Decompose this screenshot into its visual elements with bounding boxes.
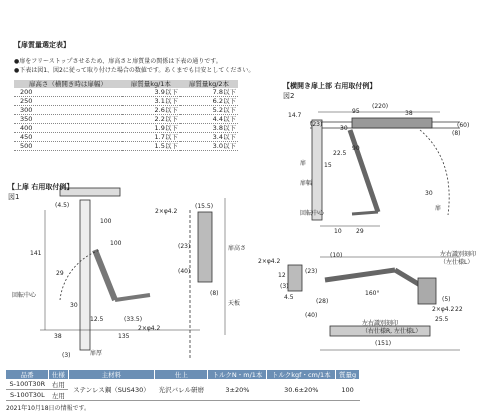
fig1-dim: (3) <box>62 352 71 359</box>
mass-one: 1.9以下 <box>122 124 180 133</box>
fig1-dim: (33.5) <box>124 316 143 323</box>
fig2-dim: (23) <box>310 121 323 128</box>
product-finish: 光沢バレル研磨 <box>155 379 208 401</box>
fig3-hinge-arm <box>395 270 420 285</box>
product-code: S-100T30L <box>6 390 49 401</box>
fig1-door <box>80 200 90 350</box>
product-table-header: 主材料 <box>68 370 155 379</box>
fig3-end-plate <box>418 278 436 304</box>
section-title: 【扉質量選定表】 <box>14 41 70 49</box>
fig2-dim: 15 <box>324 162 332 169</box>
fig1-dim: 29 <box>56 270 64 277</box>
fig1-title: 【上扉 右用取付例】 <box>8 183 74 191</box>
fig2-dim: 38 <box>405 110 413 117</box>
fig3-hinge-arm <box>325 270 395 280</box>
fig2-hinge-plate <box>352 118 432 128</box>
fig1-dim: 2×φ4.2 <box>155 208 178 215</box>
product-mass: 100 <box>336 379 360 401</box>
door-height: 500 <box>14 142 122 151</box>
fig2-dim: 95 <box>352 108 360 115</box>
fig1-rotation-center: 回転中心 <box>12 292 37 299</box>
mass-two: 3.0以下 <box>180 142 238 151</box>
weight-table-header: 扉高さ（横開き時は扉幅） <box>14 80 122 88</box>
fig3-side-plate <box>288 265 302 291</box>
fig3-dim: (28) <box>316 298 329 305</box>
mass-two: 3.8以下 <box>180 124 238 133</box>
fig2-dim: 30 <box>425 190 433 197</box>
door-height: 250 <box>14 97 122 106</box>
fig1-side-bracket <box>198 212 212 282</box>
fig2-door-label: 扉 <box>435 205 442 212</box>
fig3-dim: 22 <box>455 306 463 313</box>
fig1-dim: 100 <box>100 218 112 225</box>
fig2-hinge-arm <box>352 212 378 214</box>
date-note: 2021年10月18日の情報です。 <box>6 405 91 412</box>
fig1-hinge-arm <box>115 295 150 300</box>
fig2-rotation-center: 回転中心 <box>300 210 325 217</box>
fig3-dim: (10) <box>330 252 343 259</box>
fig3-dim: (40) <box>305 312 318 319</box>
fig1-dim: 30 <box>70 302 78 309</box>
mass-two: 6.2以下 <box>180 97 238 106</box>
fig1-dim: 12.5 <box>90 316 104 323</box>
product-spec: 左用 <box>49 390 68 401</box>
note-2: ●下表は図1、図2に従って取り付けた場合の数値です。あくまでも目安としてください。 <box>14 67 255 74</box>
fig1-dim: 100 <box>110 240 122 247</box>
fig3-dim: (5) <box>442 296 451 303</box>
fig3-dim: 4.5 <box>284 294 294 301</box>
fig2-dim: (60) <box>457 122 470 129</box>
weight-table-header: 扉質量kg/1本 <box>122 80 180 88</box>
fig2-dim: 22.5 <box>333 150 347 157</box>
fig2-dim: 29 <box>356 228 364 235</box>
fig3-dim: (151) <box>375 340 392 347</box>
fig3-dim: 2×φ4.2 <box>258 258 281 265</box>
mass-one: 2.2以下 <box>122 115 180 124</box>
product-table <box>6 370 360 401</box>
fig3-dim: 25.5 <box>435 316 449 323</box>
mass-two: 7.8以下 <box>180 88 238 97</box>
product-table-header: 仕上 <box>155 370 208 379</box>
mass-one: 3.9以下 <box>122 88 180 97</box>
mass-two: 5.2以下 <box>180 106 238 115</box>
fig2-swing-arc <box>420 130 449 215</box>
fig3-dim: 12 <box>278 272 286 279</box>
fig3-left-marking: 左右識別刻印 （右仕様R, 左仕様L） <box>362 320 422 335</box>
fig1-dim: 扉高さ <box>228 245 247 252</box>
product-material: ステンレス鋼（SUS430） <box>68 379 155 401</box>
product-torque-nm: 3±20% <box>208 379 267 401</box>
door-height: 350 <box>14 115 122 124</box>
fig3-dim: (3) <box>280 283 289 290</box>
door-height: 300 <box>14 106 122 115</box>
fig2-dim: (220) <box>372 103 389 110</box>
fig1-top-board: 天板 <box>228 300 241 307</box>
fig1-dim: (23) <box>178 243 191 250</box>
door-height: 400 <box>14 124 122 133</box>
fig2-dim: 14.7 <box>288 112 302 119</box>
fig1-label: 図1 <box>8 193 20 201</box>
fig1-dim: 2×φ4.2 <box>138 325 161 332</box>
mass-one: 1.5以下 <box>122 142 180 151</box>
weight-table-header: 扉質量kg/2本 <box>180 80 238 88</box>
mass-one: 3.1以下 <box>122 97 180 106</box>
product-spec: 右用 <box>49 379 68 390</box>
fig2-door-width: 扉幅 <box>300 180 313 187</box>
product-table-header: トルクN・m/1本 <box>208 370 267 379</box>
product-code: S-100T30R <box>6 379 49 390</box>
mass-one: 1.7以下 <box>122 133 180 142</box>
fig2-title: 【横開き扉上部 右用取付例】 <box>283 82 377 90</box>
fig2-dim: 10 <box>334 228 342 235</box>
fig3-dim: (23) <box>305 268 318 275</box>
fig2-door <box>312 120 322 220</box>
fig2-label: 図2 <box>283 92 295 100</box>
door-height: 450 <box>14 133 122 142</box>
mass-one: 2.6以下 <box>122 106 180 115</box>
fig2-hinge-arm <box>350 130 378 212</box>
fig1-dim: 38 <box>54 333 62 340</box>
fig1-dim: 扉厚 <box>90 350 103 357</box>
fig3-right-marking: 左右識別刻印 （左仕様L） <box>440 251 477 266</box>
fig1-dim: (8) <box>210 290 219 297</box>
door-height: 200 <box>14 88 122 97</box>
fig3-dim: 2×φ4.2 <box>432 306 455 313</box>
mass-two: 4.4以下 <box>180 115 238 124</box>
product-table-header: トルクkgf・cm/1本 <box>267 370 336 379</box>
fig1-hinge-arm <box>95 250 115 300</box>
fig2-dim: 30 <box>340 125 348 132</box>
fig1-dim: 135 <box>118 333 130 340</box>
fig2-door-label: 扉 <box>300 160 307 167</box>
product-table-header: 質量g <box>336 370 360 379</box>
product-torque-kgf: 30.6±20% <box>267 379 336 401</box>
table-row <box>6 379 360 390</box>
fig1-dim: 141 <box>30 250 42 257</box>
fig3-dim: 160° <box>365 290 380 297</box>
note-1: ●扉をフリーストップさせるため、扉高さと扉質量の関係は下表の通りです。 <box>14 58 222 65</box>
product-table-header: 仕様 <box>49 370 68 379</box>
fig1-dim: (40) <box>178 268 191 275</box>
fig1-dim: (4.5) <box>55 202 70 209</box>
fig2-dim: 90 <box>352 145 360 152</box>
mass-two: 3.4以下 <box>180 133 238 142</box>
fig1-dim: (15.5) <box>195 203 214 210</box>
fig2-dim: (8) <box>452 130 461 137</box>
product-table-header: 品番 <box>6 370 49 379</box>
